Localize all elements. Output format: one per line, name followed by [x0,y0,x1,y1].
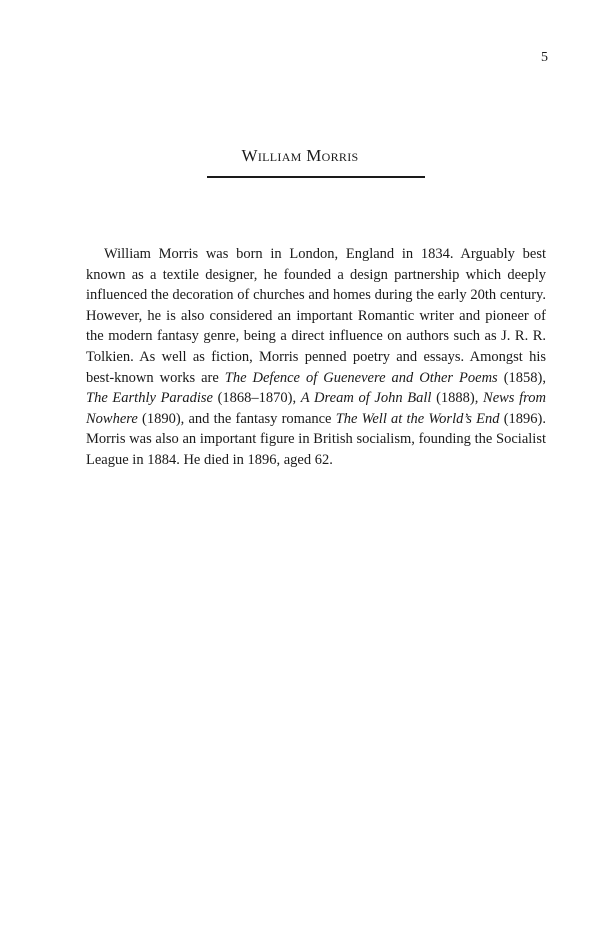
bio-text: (1890), and the fantasy romance [137,410,336,427]
bio-text: (1868–1870), [212,390,301,407]
title-underline-rule [207,176,425,178]
work-title: A Dream of John Ball [300,390,432,407]
work-title: The Defence of Guenevere and Other Poems [224,369,498,386]
biography-paragraph [86,244,546,471]
work-title: The Well at the World’s End [335,410,500,427]
bio-text: (1858), [497,369,546,386]
work-title: The Earthly Paradise [86,390,213,407]
work-title: News from Nowhere [86,390,546,427]
bio-text: William Morris was born in London, England in 1834. Arguably best known as a textile designer, he founded a design partnership which deeply influenced the decoration of churches and homes during the early 20th century. However, he is also considered an important Romantic writer and pioneer of the modern fantasy genre, being a direct influence on authors such as J. R. R. Tolkien. As well as fiction, Morris penned poetry and essays. Amongst his best-known works are [86,246,546,386]
bio-text: (1888), [431,390,484,407]
page-number: 5 [541,50,548,65]
page-title: William Morris [241,146,359,165]
bio-text: (1896). Morris was also an important figure in British socialism, founding the Socialist League in 1884. He died in 1896, aged 62. [86,410,546,468]
